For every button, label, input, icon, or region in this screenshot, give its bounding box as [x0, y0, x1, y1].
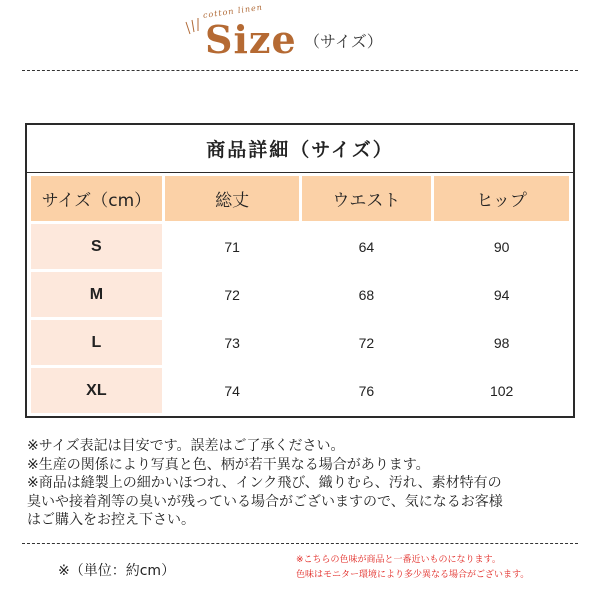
length-value: 73	[165, 320, 299, 365]
page-title: Size	[205, 17, 297, 62]
notes	[27, 437, 587, 530]
waist-value: 76	[302, 368, 431, 413]
hip-value: 102	[434, 368, 570, 413]
length-value: 71	[165, 224, 299, 269]
waist-value: 68	[302, 272, 431, 317]
waist-value: 72	[302, 320, 431, 365]
size-label: L	[31, 320, 163, 365]
size-label: XL	[31, 368, 163, 413]
size-label: S	[31, 224, 163, 269]
header-deco-text: cotton linen	[202, 2, 264, 20]
note-line: はご購入をお控え下さい。	[27, 512, 195, 528]
header	[0, 2, 600, 68]
size-label: M	[31, 272, 163, 317]
note-line: 臭いや接着剤等の臭いが残っている場合がございますので、気になるお客様	[27, 493, 503, 510]
note-line: ※サイズ表記は目安です。誤差はご了承ください。	[27, 438, 345, 454]
table-header-row	[29, 176, 571, 221]
table-row	[29, 272, 571, 317]
table-row	[29, 224, 571, 269]
table-row	[29, 320, 571, 365]
header-cell-waist: ウエスト	[302, 176, 431, 221]
hip-value: 98	[434, 320, 570, 365]
page-subtitle: （サイズ）	[304, 32, 383, 51]
unit-note: ※（単位：約cm）	[58, 563, 176, 579]
hip-value: 94	[434, 272, 570, 317]
table-row	[29, 368, 571, 413]
waist-value: 64	[302, 224, 431, 269]
color-note	[296, 553, 596, 583]
size-table	[25, 123, 575, 418]
hip-value: 90	[434, 224, 570, 269]
table-title: 商品詳細（サイズ）	[27, 125, 573, 173]
table-body	[27, 173, 573, 416]
note-line: ※生産の関係により写真と色、柄が若干異なる場合があります。	[27, 456, 430, 473]
length-value: 74	[165, 368, 299, 413]
note-line: ※商品は縫製上の細かいほつれ、インク飛び、織りむら、汚れ、素材特有の	[27, 475, 502, 491]
header-cell-size: サイズ（cm）	[31, 176, 163, 221]
length-value: 72	[165, 272, 299, 317]
top-divider	[22, 70, 578, 71]
color-note-line: 色味はモニター環境により多少異なる場合がございます。	[296, 570, 530, 580]
bottom-divider	[22, 543, 578, 544]
header-cell-length: 総丈	[165, 176, 299, 221]
header-cell-hip: ヒップ	[434, 176, 570, 221]
color-note-line: ※こちらの色味が商品と一番近いものになります。	[296, 555, 501, 565]
